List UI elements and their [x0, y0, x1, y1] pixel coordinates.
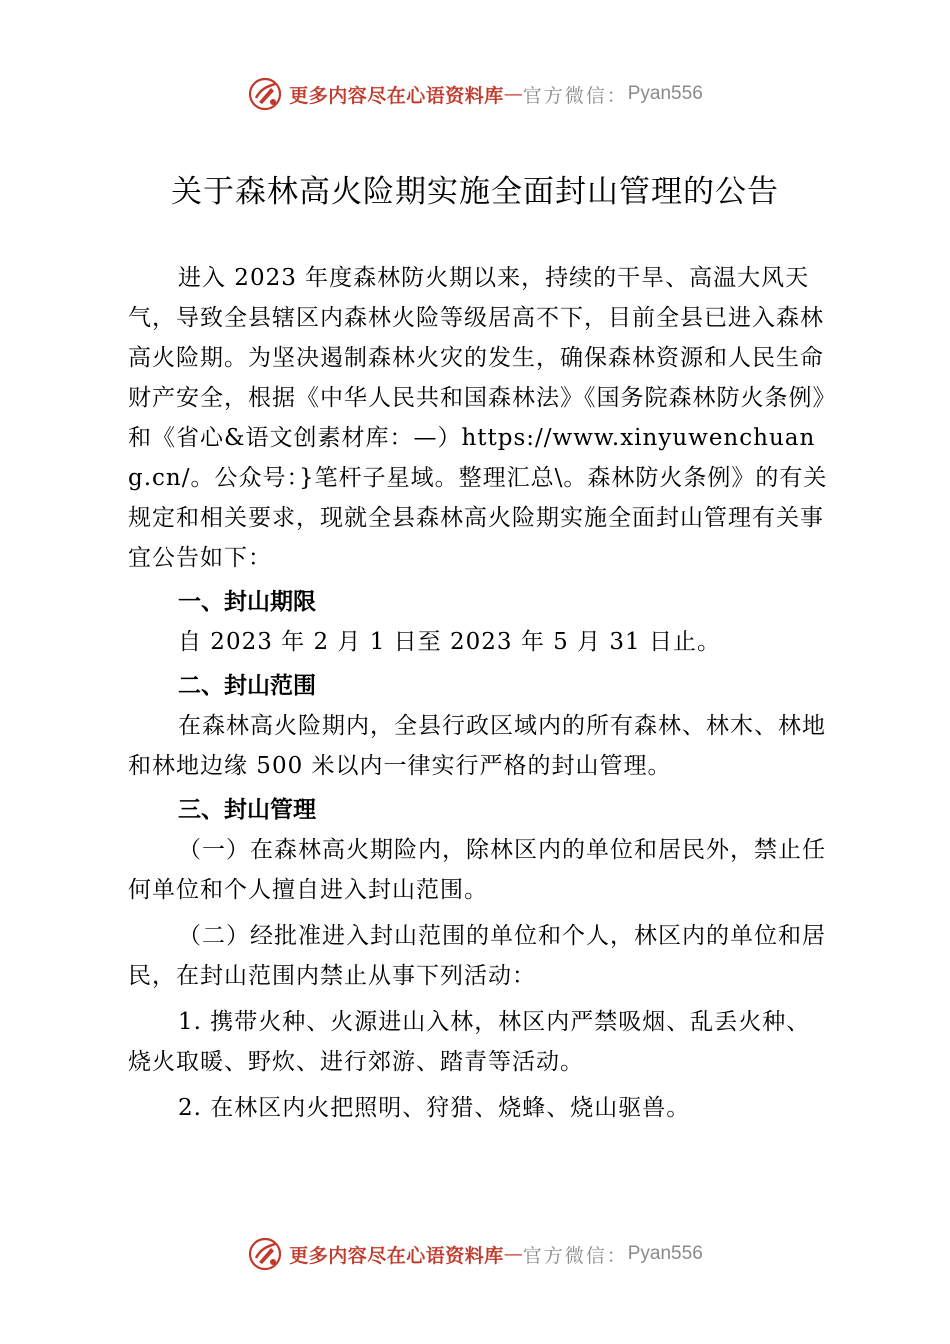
- logo-icon: [247, 1236, 283, 1272]
- watermark-contact-label: 官方微信：: [522, 84, 628, 107]
- logo-icon: [247, 76, 283, 112]
- section3-rule2: 2. 在林区内火把照明、狩猎、烧蜂、烧山驱兽。: [178, 1095, 691, 1121]
- watermark-dash: —: [503, 83, 523, 105]
- section1-heading: 一、封山期限: [178, 589, 316, 615]
- section2-text: 在森林高火险期内，全县行政区域内的所有森林、林木、林地和林地边缘 500 米以内一律实行严格的封山管理。: [128, 713, 826, 779]
- section3-item2: （二）经批准进入封山范围的单位和个人，林区内的单位和居民，在封山范围内禁止从事下列活动：: [128, 923, 826, 989]
- watermark-dash: —: [503, 1243, 523, 1265]
- section3-rule1: 1. 携带火种、火源进山入林，林区内严禁吸烟、乱丢火种、烧火取暖、野炊、进行郊游、踏青等活动。: [128, 1009, 811, 1075]
- intro-paragraph: 进入 2023 年度森林防火期以来，持续的干旱、高温大风天气，导致全县辖区内森林火险等级居高不下，目前全县已进入森林高火险期。为坚决遏制森林火灾的发生，确保森林资源和人民生命财产安全，根据《中华人民共和国森林法》《国务院森林防火条例》和《省心&语文创素材库：—）https://www.xinyuwenchuang.cn/。公众号：}笔杆子星域。整理汇总\。森林防火条例》的有关规定和相关要求，现就全县森林高火险期实施全面封山管理有关事宜公告如下：: [128, 265, 828, 571]
- section3-item1: （一）在森林高火期险内，除林区内的单位和居民外，禁止任何单位和个人擅自进入封山范围。: [128, 837, 826, 903]
- watermark-contact-id: Pyan556: [627, 1243, 703, 1264]
- watermark-text: 更多内容尽在心语资料库: [289, 1244, 504, 1267]
- watermark-contact-label: 官方微信：: [522, 1244, 628, 1267]
- document-body: [128, 258, 833, 1128]
- watermark-text: 更多内容尽在心语资料库: [289, 84, 504, 107]
- document-title: 关于森林高火险期实施全面封山管理的公告: [171, 174, 779, 210]
- section1-text: 自 2023 年 2 月 1 日至 2023 年 5 月 31 日止。: [178, 629, 721, 655]
- watermark-contact-id: Pyan556: [627, 83, 703, 104]
- watermark-banner-top: [0, 72, 950, 116]
- section2-heading: 二、封山范围: [178, 673, 316, 699]
- watermark-banner-bottom: [0, 1232, 950, 1276]
- section3-heading: 三、封山管理: [178, 797, 316, 823]
